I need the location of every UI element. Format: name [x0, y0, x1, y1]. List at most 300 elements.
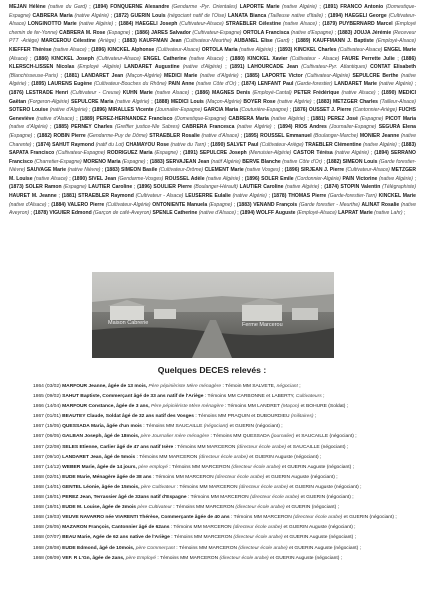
marriage-entry: SPENLE Catherine (native d'Alsace) ; [152, 210, 241, 217]
death-date: 1868 (26/05) [33, 525, 63, 531]
witness-rest: ; [297, 384, 301, 389]
person-note: (Cultivateur-Alsace) [336, 46, 383, 53]
person-name: FRANCO Antonio [340, 4, 384, 10]
marriage-entry: PETER Frédérique (native Alsace) ; [294, 89, 382, 96]
marriage-entry: GARCIA Maria (Couturière-Espagne) ; [203, 107, 293, 114]
person-name: FUCHS Geneviève [9, 107, 416, 122]
marriage-entry [62, 193, 185, 199]
marriage-entry: MARCEROU Célestine (Ariège) ; [41, 38, 123, 45]
marriage-entry [54, 124, 182, 130]
marriage-entry [293, 107, 399, 113]
witness-role: (directeur école arabe) [250, 495, 300, 501]
person-name: VIGUIER Edmond [49, 210, 92, 217]
marriage-entry [240, 210, 338, 216]
person-note: (Cultivateur-Espagne) [190, 29, 242, 36]
witness-role: (directeur école arabe) [236, 444, 286, 450]
person-note: (native Algérie) [234, 124, 272, 131]
person-note: (native d'Algérie) [179, 64, 223, 71]
marriage-year: (1874) [241, 81, 258, 88]
witness-rest: et GUERIN Auguste (négociant) ; [268, 555, 343, 561]
witnesses: : Témoins MM MARCERON [229, 515, 294, 521]
person-name: MIRALLES Vicente [108, 107, 154, 114]
person-note: (Employé-Alsace) [373, 38, 416, 45]
person-note: (Cultivateur-Alsace) [177, 21, 224, 28]
marriage-entry: SEGURA Elena (Espagne) ; [9, 124, 416, 139]
person-note: (Espagne) [9, 132, 33, 139]
marriage-entry: BERVE Blanche (native Côte d'Or) ; [242, 158, 327, 165]
marriage-entry: STRAEBLER Rosalie (native d'Alsace) ; [149, 132, 244, 139]
person-note: (native Vosges) [243, 167, 281, 174]
person-name: SAPATA Francisco [9, 150, 55, 157]
death-detail: père Cultivateur [136, 505, 172, 511]
person-name: CASTOR Térésa [293, 150, 333, 157]
person-name: LANATA Bianca [227, 12, 267, 19]
person-name: MAGNES Denis [212, 89, 251, 96]
marriage-entry: CABRERA M. Rose (Espagne) ; [59, 29, 135, 36]
deceased-name: LANDARET Jean, âgé de 5mois [62, 454, 136, 460]
person-name: TRAEBLER Clémentine [305, 141, 362, 148]
person-name: RODRIGUEZ Maria [107, 150, 153, 157]
person-note: (Employé-Cantal) [250, 89, 292, 96]
death-record-row [33, 523, 421, 533]
marriage-entry: LANDARET Augustine (native d'Algérie) ; [124, 64, 230, 71]
witness-role: (journalier) [271, 434, 295, 440]
person-name: KINCKEL Charles [293, 46, 337, 53]
marriage-entry: ROUSSEL Adèle (native Algérie) ; [165, 175, 245, 182]
marriage-entry: TRAEBLER Clémentine (native Algérie) ; [305, 141, 402, 148]
deceased-name: MAZARON François, Cantonnier âgé de 62ans [62, 525, 170, 531]
person-note: (native d'Algérie) [197, 72, 239, 79]
marriage-entry [244, 133, 360, 139]
person-note: (native d'Alsace) [197, 210, 236, 217]
marriage-year: (1872) [114, 12, 131, 19]
deceased-name: GENTEL Léonie, âgée de 15mois, [62, 484, 140, 490]
person-name: SIMEON Louis [342, 158, 378, 165]
person-name: SIRJEAN J. Pierre [300, 167, 345, 174]
person-name: KLERSCH-LISSEN Nicolas [9, 64, 75, 71]
person-name: LENFANT Paul [257, 81, 294, 88]
marriage-year: (1886) [134, 29, 152, 36]
person-note: (Cultivateur - Creuse) [68, 89, 121, 96]
person-note: (native Algérie) [279, 4, 317, 10]
marriage-entry: BOYER Rose (native Algérie) ; [243, 98, 317, 105]
marriage-entry: MORENO Maria (Espagne) ; [83, 158, 150, 165]
marriage-year: (1881) [61, 193, 79, 200]
witness-rest: et GUERIN Auguste (négociant) ; [247, 454, 322, 460]
person-name: WOLFF Auguste [256, 210, 296, 217]
witness-rest: et GUERIN (négociant) ; [299, 495, 354, 501]
left-photo-caption: Maison Cabrerie [108, 320, 149, 326]
person-name: CHAMAYOU Rose [125, 141, 169, 148]
marriage-entry [105, 167, 205, 173]
death-date: 1867 (01/01) [33, 414, 63, 420]
person-note: (native Nièvre) [66, 167, 101, 174]
person-note: (Couturière-Espagne) [238, 107, 289, 114]
person-note: (native Algérie) [377, 175, 413, 182]
deceased-name: EUDE Marie, Ménagère âgée de 38 ans [62, 474, 152, 480]
witnesses: : Témoins MM MARCERON [167, 464, 232, 470]
witness-role: (directeur école arabe) [293, 515, 343, 521]
death-record-row [33, 402, 421, 412]
person-note: (Cultivateur-Ariège) [258, 141, 304, 148]
marriage-year: (1883) [337, 29, 354, 36]
person-name: PEREZ José [327, 115, 358, 122]
marriage-entry [155, 99, 244, 105]
person-name: CONTAT Elisabeth [370, 64, 416, 71]
person-name: SEGURA Elena [378, 124, 416, 131]
marriage-entry: CABRERA Maria (native Algérie) ; [228, 115, 311, 122]
marriage-year: (1881) [310, 115, 328, 122]
person-name: HAEGELI Joseph [135, 21, 178, 28]
person-note: (Espagne) [61, 184, 87, 191]
person-name: SPENLE Catherine [152, 210, 198, 217]
marriage-entry [37, 133, 149, 139]
death-date: 1868 (18/01) [33, 495, 63, 501]
person-note: (native Aveyron) [9, 201, 416, 217]
deceased-name: QUESSADA Maria, âgée d'un mois [62, 424, 142, 430]
witnesses: : Témoins MM MARCERON [171, 505, 236, 511]
person-name: SAHUT Raymond [52, 141, 95, 148]
person-name: ROBIN Pierre [53, 132, 86, 139]
death-date: 1868 (18/01) [33, 505, 63, 511]
person-note: (native Charente) [9, 132, 416, 148]
person-note: (natif Algérie) [209, 158, 241, 165]
person-name: CLEMENT Marie [204, 167, 244, 174]
person-note: (native d'Algérie) [48, 107, 88, 114]
person-note: (native Alsace) [281, 21, 317, 28]
marriage-year: (1888) [154, 98, 171, 105]
witness-role: (directeur école arabe) [198, 454, 248, 460]
death-date: 1867 (09/10) [33, 454, 63, 460]
marriage-year: (1884) [118, 21, 136, 28]
person-note: (Cantonnier-Ariège) [351, 107, 398, 114]
person-note: (Garde forestier-Nièvre) [9, 158, 416, 174]
person-name: CABRERA Maria [228, 115, 269, 122]
person-name: OUSSET J. Pierre [308, 107, 352, 114]
witnesses: : Témoins MM MARCERON [175, 484, 239, 490]
person-note: (Cultivateur - Alsace) [287, 55, 340, 62]
marriage-year: (1883) [401, 141, 416, 148]
person-name: LAPORTE Victor [261, 72, 303, 79]
death-date: 1868 (08/09) [33, 555, 63, 561]
death-record-row [33, 412, 421, 422]
person-note: (native Alsace) [51, 46, 87, 53]
marriage-year: (1890) [210, 141, 227, 148]
marriage-year: (1878) [33, 210, 50, 217]
marriage-entry [317, 99, 416, 105]
deceased-name: VEUVE NAVARRO née VIARENTI Thérèse, Commerçante âgée de 40 ans [62, 515, 230, 521]
marriage-year: (1876) [292, 107, 309, 114]
marriage-entry: FUCHS Geneviève (native d'Alsace) ; [9, 107, 416, 122]
person-name: KAUFFMAN Jean [139, 38, 182, 45]
marriage-year: (1886) [401, 55, 416, 62]
person-note: (native Alsace) [152, 89, 190, 96]
marriage-year: (1891) [229, 64, 248, 71]
death-detail: Père pépinièriste Mère ménagère [147, 384, 222, 389]
person-note: (Gard) [272, 38, 290, 45]
marriage-year: (1879) [322, 21, 340, 28]
witness-rest: et BOHURE (Soldat) ; [299, 404, 349, 410]
person-name: THOMAS Pierre [288, 193, 327, 200]
person-name: PUYBERNARD Marcel [339, 21, 393, 28]
person-name: GUERIN Louis [130, 12, 166, 19]
person-name: LAUTIER Caroline [239, 184, 284, 191]
marriage-entry [92, 107, 204, 113]
person-name: ROUSSEL Emmanuel [260, 132, 312, 139]
witnesses: : Témoins MM MARCERON [169, 535, 234, 541]
death-record-row [33, 513, 421, 523]
marriage-year: (1874) [324, 184, 341, 191]
witnesses: : Témoins MM MARCERON [155, 555, 220, 561]
right-photo-caption: Ferme Marcerou [242, 322, 283, 328]
person-note: (Gendarme-Vosges) [116, 175, 164, 182]
person-name: MEJAN Hélène [9, 4, 46, 10]
person-note: (Cultivateur-Algérie) [302, 72, 350, 79]
person-note: (Tailleuse native d'Italie) [266, 12, 323, 19]
marriage-entry [135, 30, 243, 36]
marriage-year: (1880) [230, 55, 248, 62]
person-name: HAURET M. Jeanne [9, 193, 57, 200]
marriage-entry: LEUSERRE Eulalie (native Algérie) ; [185, 193, 272, 200]
marriage-year: (1896) [244, 175, 262, 182]
marriage-year: (1895) [243, 132, 261, 139]
witness-rest: et SAUCAILLE (négociant) ; [285, 444, 349, 450]
person-name: JARES Salvador [151, 29, 191, 36]
marriage-entry: AUBANEL Elise (Gard) ; [233, 38, 296, 45]
marriage-year: (1896) [284, 167, 301, 174]
person-note: (Cultivateur-Alsace) [93, 55, 141, 62]
deceased-name: EUDE M. Louise, âgée de 3mois [62, 505, 137, 511]
person-name: LEUSERRE Eulalie [185, 193, 231, 200]
person-name: SAUVAGE Marie [26, 167, 67, 174]
person-name: PICOT Maria [385, 115, 416, 122]
marriage-year: (1885) [53, 124, 71, 131]
person-name: STRAEBLER Rosalie [149, 132, 200, 139]
marriage-entry [119, 21, 226, 27]
marriage-year: (1895) [31, 81, 48, 88]
marriage-entry [230, 56, 342, 62]
person-name: LANDARET Augustine [124, 64, 180, 71]
marriage-year: (1894) [277, 124, 295, 131]
witness-role: (directeur école arabe) [233, 535, 283, 541]
person-note: (Blanchisseuse-Paris) [9, 72, 59, 79]
deceased-name: BEAU Marie, Agée de 62 ans native de l'Ariège [62, 535, 170, 541]
marriage-year: (1894) [93, 4, 111, 10]
person-note: (natif du Lot) [94, 141, 125, 148]
witness-role: (Maçon) [281, 404, 300, 410]
person-note: (native Alsace) [339, 89, 376, 96]
death-record-row [33, 422, 421, 432]
marriage-entry [91, 47, 201, 53]
marriage-entry: KUHN Marie (native Alsace) ; [122, 89, 196, 96]
person-note: (Alsace) [9, 55, 28, 62]
person-name: PERNEY Charles [70, 124, 113, 131]
person-note: (native Algérie) [230, 193, 267, 200]
witness-rest: et GUERIN Auguste (négociant) ; [280, 464, 354, 470]
marriage-entry [93, 4, 240, 10]
marriage-entry: ONTONIENTE Manuela (Espagne) ; [152, 201, 237, 208]
marriage-entry [183, 150, 293, 156]
witnesses: : Témoins MM PRAQUIN et DUBOURDIEU [194, 414, 291, 420]
deceased-name: MARFOUR Jeanne, âgée de 13 mois, [62, 384, 148, 389]
marriage-year: (1883) [122, 38, 140, 45]
marriage-entry [230, 64, 370, 70]
marriage-entry: MEJAN Hélène (native du Gard) ; [9, 4, 94, 10]
person-note: (Ariège) [95, 38, 117, 45]
marriage-entry: SOTERO Louise (native d'Algérie) ; [9, 107, 93, 114]
person-name: ORTOLA Francisca [243, 29, 290, 36]
marriage-entry [195, 90, 294, 96]
deceased-name: GALBAN Joseph, âgé de 18mois, [62, 434, 140, 440]
person-note: (Maçon-Algérie) [203, 98, 242, 105]
death-detail: père Journalier mère ménagère [139, 434, 210, 440]
person-name: STOPIN Valentin [340, 184, 381, 191]
witness-rest: et GUERIN (négociant) ; [228, 424, 283, 430]
death-detail: père Employé [124, 555, 156, 561]
death-date: 1868 (19/03) [33, 515, 63, 521]
marriage-entry: ALINAT Rosalie (native Aveyron) ; [9, 201, 416, 217]
person-note: (Cultivateur-Espagne) [54, 150, 106, 157]
person-note: (Garde-forestier) [293, 81, 333, 88]
witness-role: (militaires) [290, 414, 314, 420]
person-name: ALINAT Rosalie [361, 201, 400, 208]
marriage-entry [33, 210, 152, 216]
person-name: MEDICI Louis [170, 98, 204, 105]
marriage-year: (1894) [240, 210, 257, 217]
marriage-entry: CHAMAYOU Rose (native du Tarn) ; [125, 141, 211, 148]
person-note: (native d'Alsace) [9, 201, 47, 208]
person-name: LAURENS Eugène [47, 81, 93, 88]
marriage-entry: FAURE Perrette Julie ; [341, 55, 402, 62]
marriage-entry: ENGEL Marie (Alsace) ; [9, 46, 416, 62]
person-note: (Boulanger-Hérault) [191, 184, 238, 191]
death-date: 1868 (28/08) [33, 545, 63, 551]
marriage-entry [122, 38, 234, 44]
person-note: (native Algérie) [332, 150, 369, 157]
person-note: (native du Gard) [45, 4, 87, 10]
witnesses: : Témoins MM QUESSADA [209, 434, 272, 440]
person-note: (native Algérie) [376, 81, 413, 88]
death-date: 1867 (15/05) [33, 424, 63, 430]
marriage-entry: PICOT Maria (native d'Algérie) ; [9, 115, 416, 131]
marriage-year: (1893) [277, 46, 294, 53]
marriage-entry: HAURET M. Jeanne ; [9, 193, 62, 200]
person-name: KINCKEL Xavier [247, 55, 288, 62]
person-name: KIEFFER Thérèse [9, 46, 52, 53]
marriage-year: (1890) [381, 89, 399, 96]
marriage-year: (1885) [244, 72, 262, 79]
person-note: (Cultivateur-Alsace) [9, 12, 416, 28]
deceased-name: WEBER Marie, âgée de 14 jours, [62, 464, 137, 470]
person-note: (native Algérie) [76, 21, 114, 28]
person-name: KINCKEL Alphonse [107, 46, 155, 53]
witness-rest: et GUERIN (négociant) ; [284, 505, 339, 511]
witness-rest: et GUERIN Auguste (négociant) ; [264, 474, 338, 480]
person-name: CABRERA Maria [32, 12, 73, 19]
marriage-entry: ORTOLA Francisca (native d'Espagne) ; [243, 29, 338, 36]
person-name: CABRERA M. Rose [59, 29, 106, 36]
marriage-entry [51, 202, 152, 208]
deceased-name: SELES Etienne, Carlier âgé de 47 ans natif Isère [62, 444, 174, 450]
marriage-entry: RODRIGUEZ Maria (Espagne) ; [107, 150, 184, 157]
death-record-row [33, 453, 421, 463]
death-record-row [33, 382, 421, 392]
marriage-entry: CONTAT Elisabeth (Blanchisseuse-Paris) ; [9, 64, 416, 79]
marriage-year: (1896) [92, 107, 109, 114]
marriage-entry [9, 90, 123, 96]
witness-role: (directeur école arabe) [238, 545, 288, 551]
death-date: 1868 (14/01) [33, 484, 63, 490]
marriage-entry: MONIER Jeanne (native Charente) ; [9, 132, 416, 148]
witness-role: (directeur école arabe) [232, 525, 283, 531]
marriage-entry [72, 176, 165, 182]
person-name: LONGINOTTO Marie [27, 21, 77, 28]
witness-role: Cultivateurs [295, 394, 322, 400]
person-name: SEPULCRE Maria [71, 98, 114, 105]
witnesses: : Témoins MM MARCERON [151, 474, 216, 480]
marriage-entry [64, 73, 164, 79]
person-name: BOYER Rose [243, 98, 276, 105]
marriage-entry [31, 81, 168, 87]
person-note: (native d'Espagne) [289, 29, 333, 36]
marriage-year: (1896) [137, 184, 154, 191]
marriage-entry: LANDARET Marie (native Algérie) ; [334, 81, 416, 88]
marriage-year: (1876) [9, 89, 26, 96]
person-note: (Journalier-Espagne) [153, 107, 203, 114]
person-name: SOLER Emile [261, 175, 294, 182]
death-record-row [33, 544, 421, 554]
death-record-row [33, 483, 421, 493]
marriage-entry: CABRERA Maria (native Algérie) ; [32, 12, 115, 19]
person-note: (Espagne) [207, 201, 233, 208]
witnesses: : Témoin MM SALVETE, [221, 384, 277, 389]
person-name: SOLER Ramon [25, 184, 62, 191]
person-note: (native Algérie) [275, 98, 312, 105]
witness-role: (directeur école arabe) [231, 464, 281, 470]
person-name: KINCKEL Joseph [51, 55, 94, 62]
witness-rest: ; [321, 394, 325, 400]
marriage-year: (1883) [316, 98, 333, 105]
village-photo-drawing [92, 272, 334, 358]
marriage-entry: KINCKEL Marie (native d'Alsace) ; [9, 193, 416, 208]
person-note: (native Alsace) [186, 55, 224, 62]
marriage-entry [114, 13, 228, 19]
person-name: SIMEON Basile [121, 167, 158, 174]
person-name: LANDARET Marie [334, 81, 377, 88]
witness-role: négociant [276, 384, 298, 389]
person-note: (Cordonnier-Algérie) [293, 175, 341, 182]
marriage-year: (1878) [271, 193, 289, 200]
person-note: (Garde forestier - Meurthe) [297, 201, 360, 208]
death-record-row [33, 493, 421, 503]
person-note: (native Algérie) [9, 72, 416, 88]
marriage-entry: STRAEBLER Célestine (native Alsace) ; [225, 21, 323, 28]
marriage-year: (1884) [51, 201, 68, 208]
person-note: (native d'Alsace) [199, 132, 239, 139]
person-note: (Garde-forestier-Tarn) [326, 193, 377, 200]
marriage-entry: ENGEL Catherine (native Alsace) ; [143, 55, 231, 62]
person-note: (native d'Algérie) [9, 124, 48, 131]
person-name: SOTERO Louise [9, 107, 49, 114]
witness-role: (directeur école arabe) [219, 555, 269, 561]
person-note: (Cultivateur-Bouches du Rhône) [92, 81, 167, 88]
person-note: (Forgeron-Algérie) [26, 98, 70, 105]
person-name: SERVAJEAN Jean [165, 158, 210, 165]
death-date: 1867 (14/12) [33, 464, 63, 470]
person-note: (Charretier-Espagne) [32, 158, 82, 165]
marriage-entry: PAIN Victorine (native Algérie) ; [342, 175, 416, 182]
death-date: 1868 (07/07) [33, 535, 63, 541]
